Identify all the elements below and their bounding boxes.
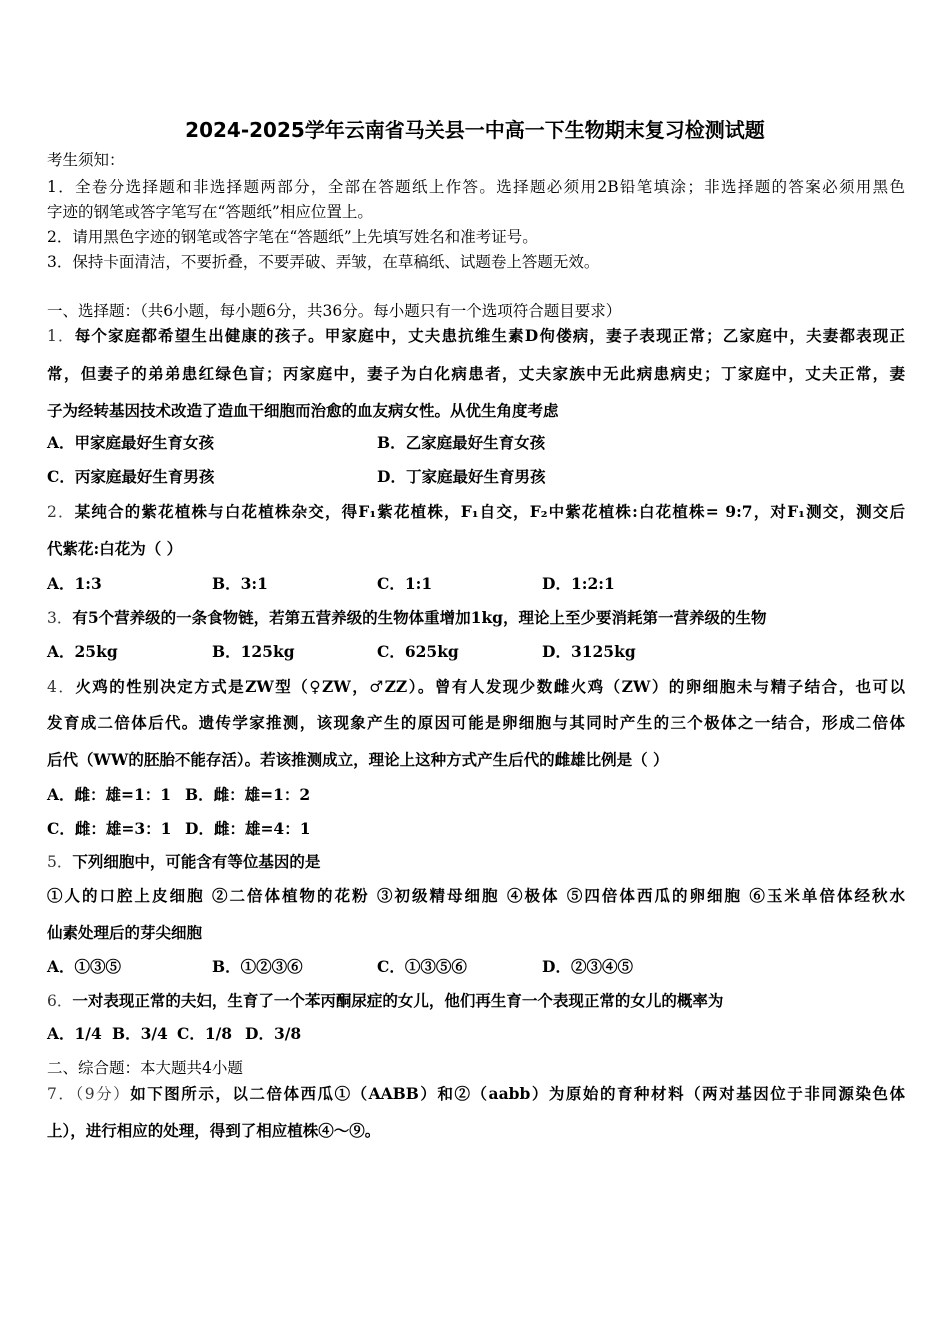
option-b: B．3/4 — [112, 1024, 168, 1043]
option-a: A．雌：雄=1：1 — [47, 785, 172, 804]
question-text: ①人的口腔上皮细胞 ②二倍体植物的花粉 ③初级精母细胞 ④极体 ⑤四倍体西瓜的卵细胞 ⑥玉米单倍体经秋水 — [47, 886, 905, 905]
option-c: C．625kg — [377, 642, 459, 661]
question-score: （9分） — [75, 1085, 131, 1103]
option-a: A．25kg — [47, 642, 118, 661]
question-3 — [47, 608, 767, 628]
section-heading: 一、选择题：（共6小题，每小题6分，共36分。每小题只有一个选项符合题目要求） — [47, 302, 622, 320]
question-text: 上），进行相应的处理，得到了相应植株④～⑨。 — [47, 1121, 381, 1140]
notice-heading: 考生须知： — [47, 151, 125, 169]
question-number: 2． — [47, 503, 75, 521]
question-text: 代紫花:白花为（ ） — [47, 539, 183, 558]
question-text: 如下图所示，以二倍体西瓜①（AABB）和②（aabb）为原始的育种材料（两对基因位于非同源染色体 — [130, 1084, 905, 1103]
option-a: A．甲家庭最好生育女孩 — [47, 433, 215, 452]
question-number: 4． — [47, 678, 76, 696]
question-2 — [47, 502, 905, 522]
option-b: B．3:1 — [212, 574, 268, 593]
notice-line: 3．保持卡面清洁，不要折叠，不要弄破、弄皱，在草稿纸、试题卷上答题无效。 — [47, 253, 600, 271]
option-b: B．①②③⑥ — [212, 957, 303, 976]
option-c: C．丙家庭最好生育男孩 — [47, 467, 215, 486]
option-d: D．②③④⑤ — [542, 957, 633, 976]
question-7 — [47, 1084, 905, 1104]
question-number: 5． — [47, 853, 73, 871]
notice-line: 字迹的钢笔或答字笔写在“答题纸”相应位置上。 — [47, 203, 373, 221]
notice-line: 2．请用黑色字迹的钢笔或答字笔在“答题纸”上先填写姓名和准考证号。 — [47, 228, 538, 246]
option-a: A．1:3 — [47, 574, 102, 593]
option-a: A．1/4 — [47, 1024, 102, 1043]
question-text: 火鸡的性别决定方式是ZW型（♀ZW，♂ZZ）。曾有人发现少数雌火鸡（ZW）的卵细胞未与精子结合，也可以 — [75, 677, 905, 696]
question-text: 仙素处理后的芽尖细胞 — [47, 923, 203, 942]
option-d: D．3/8 — [245, 1024, 302, 1043]
question-text: 子为经转基因技术改造了造血干细胞而治愈的血友病女性。从优生角度考虑 — [47, 401, 559, 420]
question-number: 1． — [47, 327, 75, 345]
option-d: D．1:2:1 — [542, 574, 615, 593]
question-text: 常，但妻子的弟弟患红绿色盲；丙家庭中，妻子为白化病患者，丈夫家族中无此病患病史；丁家庭中，丈夫正常，妻 — [47, 364, 905, 383]
question-6 — [47, 991, 723, 1011]
question-1 — [47, 326, 905, 346]
option-c: C．1/8 — [177, 1024, 233, 1043]
question-5 — [47, 852, 320, 872]
option-d: D．丁家庭最好生育男孩 — [377, 467, 546, 486]
notice-line: 1．全卷分选择题和非选择题两部分，全部在答题纸上作答。选择题必须用2B铅笔填涂；非选择题的答案必须用黑色 — [47, 178, 905, 196]
question-text: 一对表现正常的夫妇，生育了一个苯丙酮尿症的女儿，他们再生育一个表现正常的女儿的概率为 — [72, 991, 724, 1010]
question-4 — [47, 677, 905, 697]
question-text: 下列细胞中，可能含有等位基因的是 — [72, 852, 321, 871]
option-c: C．1:1 — [377, 574, 433, 593]
option-b: B．雌：雄=1：2 — [185, 785, 311, 804]
option-b: B．乙家庭最好生育女孩 — [377, 433, 546, 452]
question-number: 7． — [47, 1085, 76, 1103]
option-c: C．雌：雄=3：1 — [47, 819, 172, 838]
question-number: 3． — [47, 609, 73, 627]
option-c: C．①③⑤⑥ — [377, 957, 467, 976]
option-b: B．125kg — [212, 642, 295, 661]
question-text: 发育成二倍体后代。遗传学家推测，该现象产生的原因可能是卵细胞与其同时产生的三个极体之一结合，形成二倍体 — [47, 713, 905, 732]
question-text: 后代（WW的胚胎不能存活）。若该推测成立，理论上这种方式产生后代的雌雄比例是（ ） — [47, 750, 669, 769]
question-text: 有5个营养级的一条食物链，若第五营养级的生物体重增加1kg，理论上至少要消耗第一营养级的生物 — [72, 608, 767, 627]
option-d: D．3125kg — [542, 642, 636, 661]
option-a: A．①③⑤ — [47, 957, 122, 976]
page-title: 2024-2025学年云南省马关县一中高一下生物期末复习检测试题 — [185, 118, 765, 142]
question-number: 6． — [47, 992, 73, 1010]
section-heading: 二、综合题：本大题共4小题 — [47, 1059, 243, 1077]
question-text: 每个家庭都希望生出健康的孩子。甲家庭中，丈夫患抗维生素D佝偻病，妻子表现正常；乙家庭中，夫妻都表现正 — [74, 326, 905, 345]
question-text: 某纯合的紫花植株与白花植株杂交，得F₁紫花植株，F₁自交，F₂中紫花植株:白花植株= 9:7，对F₁测交，测交后 — [74, 502, 905, 521]
option-d: D．雌：雄=4：1 — [185, 819, 311, 838]
